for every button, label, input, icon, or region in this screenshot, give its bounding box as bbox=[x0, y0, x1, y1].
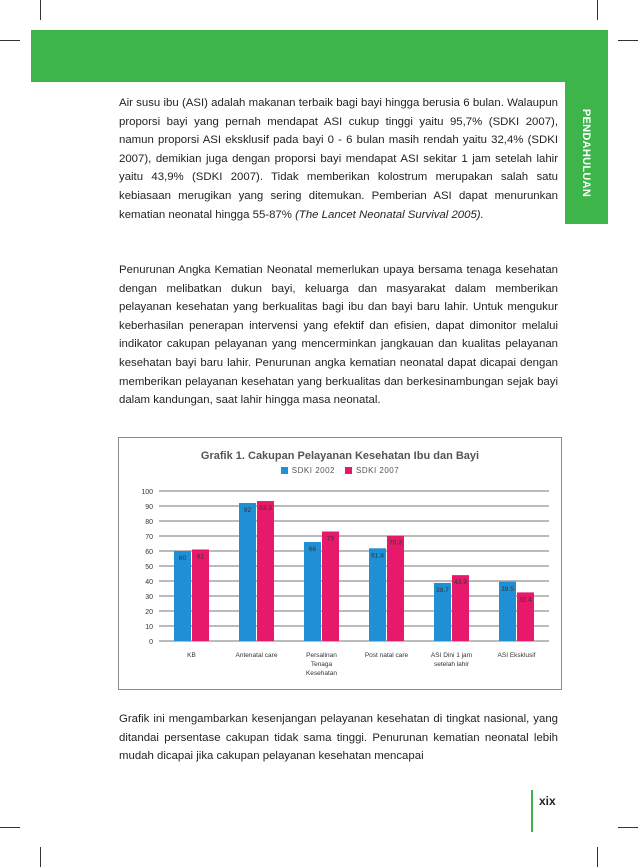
bar-2002 bbox=[369, 548, 386, 641]
y-tick-label: 70 bbox=[145, 534, 153, 541]
bar-2007 bbox=[387, 536, 404, 641]
bar-2007 bbox=[192, 550, 209, 642]
crop-mark bbox=[597, 0, 598, 20]
section-tab-label: PENDAHULUAN bbox=[580, 108, 593, 198]
crop-mark bbox=[597, 847, 598, 867]
y-tick-label: 80 bbox=[145, 519, 153, 526]
bar-value-label: 39.5 bbox=[501, 585, 514, 593]
y-tick-label: 90 bbox=[145, 504, 153, 511]
bar-2007 bbox=[257, 501, 274, 641]
crop-mark bbox=[0, 40, 20, 41]
x-tick-label: Post natal care bbox=[364, 652, 409, 659]
bar-value-label: 32.4 bbox=[519, 596, 532, 604]
bar-2007 bbox=[322, 532, 339, 642]
bar-chart bbox=[119, 438, 561, 689]
y-tick-label: 10 bbox=[145, 624, 153, 631]
x-tick-label: ASI Dini 1 jam bbox=[430, 652, 473, 659]
crop-mark bbox=[40, 847, 41, 867]
legend-label-2002: SDKI 2002 bbox=[291, 466, 335, 475]
y-tick-label: 20 bbox=[145, 609, 153, 616]
page-number: xix bbox=[539, 794, 556, 808]
bar-value-label: 60 bbox=[178, 555, 187, 562]
bar-value-label: 38.7 bbox=[436, 586, 449, 594]
bar-value-label: 73 bbox=[326, 535, 335, 543]
bar-value-label: 66 bbox=[308, 546, 317, 553]
paragraph-asi bbox=[119, 94, 558, 224]
page-number-rule bbox=[531, 790, 533, 832]
chart-container bbox=[118, 437, 562, 690]
bar-value-label: 70.3 bbox=[389, 539, 402, 547]
header-band bbox=[31, 30, 608, 82]
bar-value-label: 61.8 bbox=[371, 552, 384, 560]
crop-mark bbox=[0, 827, 20, 828]
paragraph-asi-text: Air susu ibu (ASI) adalah makanan terbaik bagi bayi hingga berusia 6 bulan. Walaupun proporsi bayi yang pernah mendapat ASI cukup tinggi yaitu 95,7% (SDKI 2007), namun proporsi ASI eksklusif pada bayi 0 - 6 bulan masih rendah yaitu 32,4% (SDKI 2007), demikian juga dengan proporsi bayi mendapat ASI sekitar 1 jam setelah lahir yaitu 43,9% (SDKI 2007). Tidak memberikan kolostrum merupakan salah satu kebiasaan merugikan yang sering ditemukan. Pemberian ASI dapat menurunkan kematian neonatal hingga 55-87% bbox=[119, 97, 558, 221]
section-tab-label-wrap bbox=[565, 82, 608, 224]
crop-mark bbox=[40, 0, 41, 20]
bar-value-label: 93.3 bbox=[259, 505, 272, 513]
paragraph-graph-description: Grafik ini mengambarkan kesenjangan pelayanan kesehatan di tingkat nasional, yang ditandai persentase cakupan tidak sama tinggi. Penurunan kematian neonatal lebih mudah dicapai jika cakupan pelayanan kesehatan mencapai bbox=[119, 713, 558, 763]
x-tick-label: Antenatal care bbox=[235, 652, 278, 659]
x-tick-label: ASI Eksklusif bbox=[497, 652, 536, 659]
paragraph-neonatal: Penurunan Angka Kematian Neonatal memerlukan upaya bersama tenaga kesehatan dengan melibatkan dukun bayi, keluarga dan masyarakat dalam memberikan pelayanan kesehatan yang berkualitas bagi ibu dan bayi baru lahir. Untuk mengukur keberhasilan penerapan intervensi yang efektif dan efisien, dapat dimonitor melalui indikator cakupan pelayanan yang mencerminkan jangkauan dan kualitas pelayanan kesehatan bayi baru lahir. Penurunan angka kematian neonatal dapat dicapai dengan memberikan pelayanan kesehatan yang berkualitas dan berkesinambungan sejak bayi dalam kandungan, saat lahir hingga masa neonatal. bbox=[119, 264, 558, 407]
x-tick-label: Persalinan bbox=[306, 652, 337, 659]
bar-value-label: 61 bbox=[196, 553, 205, 561]
y-tick-label: 100 bbox=[141, 489, 153, 496]
paragraph-asi-citation: (The Lancet Neonatal Survival 2005). bbox=[295, 208, 484, 221]
bar-value-label: 43.9 bbox=[454, 579, 467, 587]
x-tick-label: KB bbox=[187, 652, 196, 659]
x-tick-label: setelah lahir bbox=[433, 661, 470, 668]
chart-title: Grafik 1. Cakupan Pelayanan Kesehatan Ibu dan Bayi bbox=[200, 450, 480, 462]
bar-value-label: 92 bbox=[243, 507, 252, 514]
y-tick-label: 60 bbox=[145, 549, 153, 556]
y-tick-label: 0 bbox=[149, 639, 153, 646]
y-tick-label: 30 bbox=[145, 594, 153, 601]
y-tick-label: 40 bbox=[145, 579, 153, 586]
bar-2002 bbox=[239, 503, 256, 641]
y-tick-label: 50 bbox=[145, 564, 153, 571]
bar-2002 bbox=[304, 542, 321, 641]
legend-label-2007: SDKI 2007 bbox=[356, 466, 400, 475]
crop-mark bbox=[618, 827, 638, 828]
bar-2002 bbox=[174, 551, 191, 641]
crop-mark bbox=[618, 40, 638, 41]
x-tick-label: Tenaga bbox=[310, 661, 333, 668]
x-tick-label: Kesehatan bbox=[305, 670, 338, 677]
